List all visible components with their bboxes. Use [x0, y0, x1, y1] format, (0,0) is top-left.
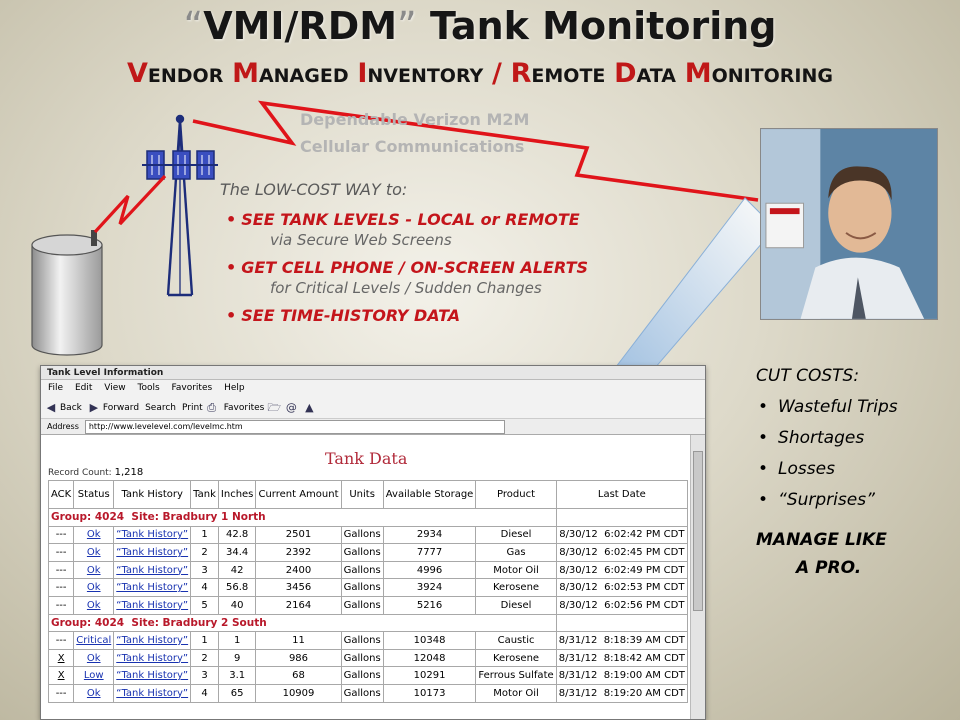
cell-storage: 12048 [383, 649, 476, 667]
table-row [49, 579, 688, 597]
tank-history-link[interactable]: “Tank History” [116, 687, 189, 699]
cellular-comm-caption [300, 106, 529, 160]
cell-units: Gallons [341, 579, 383, 597]
cell-tank: 1 [191, 632, 219, 650]
cell-ack: --- [49, 632, 74, 650]
column-header[interactable]: Available Storage [383, 481, 476, 509]
cell-date: 8/30/12 6:02:56 PM CDT [556, 596, 687, 614]
cut-costs-item: • “Surprises” [756, 485, 956, 516]
status-link[interactable]: Ok [86, 564, 101, 576]
cell-history [114, 649, 191, 667]
cut-costs-item: • Wasteful Trips [756, 392, 956, 423]
back-label: Back [60, 402, 82, 413]
cell-status [74, 579, 114, 597]
cell-product: Diesel [476, 596, 556, 614]
cell-product: Caustic [476, 632, 556, 650]
address-bar [41, 419, 705, 435]
group-spacer [556, 614, 687, 632]
address-input[interactable]: http://www.levelevel.com/levelmc.htm [85, 420, 505, 434]
cell-ack [49, 667, 74, 685]
forward-button[interactable] [88, 397, 139, 419]
cell-amount: 11 [256, 632, 341, 650]
record-count-label: Record Count: [48, 468, 112, 478]
forward-arrow-icon: ▶ [89, 400, 99, 414]
cell-storage: 10291 [383, 667, 476, 685]
cell-inches: 9 [218, 649, 256, 667]
mail-icon[interactable]: @ [285, 400, 297, 414]
feature-heading: • SEE TANK LEVELS - LOCAL or REMOTE [226, 210, 686, 230]
status-link[interactable]: Low [83, 670, 104, 682]
cell-units: Gallons [341, 544, 383, 562]
ack-link[interactable]: X [57, 652, 65, 664]
subtitle-word: MANAGED [232, 58, 349, 89]
search-label: Search [145, 402, 176, 413]
menu-favorites[interactable]: Favorites [171, 383, 213, 393]
table-row [49, 649, 688, 667]
cell-ack: --- [49, 684, 74, 702]
slide-title: “VMI/RDM” Tank Monitoring [183, 4, 777, 48]
cell-storage: 4996 [383, 561, 476, 579]
tank-history-link[interactable]: “Tank History” [116, 529, 189, 541]
cell-tank: 3 [191, 667, 219, 685]
tank-data-table [48, 480, 688, 703]
signal-bolt-tank [95, 176, 165, 232]
forward-label: Forward [102, 402, 140, 413]
cell-inches: 1 [218, 632, 256, 650]
table-row [49, 561, 688, 579]
cell-history [114, 596, 191, 614]
tank-history-link[interactable]: “Tank History” [116, 564, 189, 576]
subtitle-word: DATA [614, 58, 676, 89]
subtitle-word: / [492, 58, 502, 89]
subtitle-word: VENDOR [127, 58, 224, 89]
cell-history [114, 561, 191, 579]
cell-status [74, 561, 114, 579]
browser-toolbar [41, 397, 705, 419]
cell-tank: 3 [191, 561, 219, 579]
cell-history [114, 667, 191, 685]
feature-heading: • GET CELL PHONE / ON-SCREEN ALERTS [226, 258, 686, 278]
back-arrow-icon: ◀ [46, 400, 56, 414]
cell-history [114, 684, 191, 702]
cell-date: 8/31/12 8:18:39 AM CDT [556, 632, 687, 650]
cell-status [74, 544, 114, 562]
cell-product: Diesel [476, 526, 556, 544]
cut-costs-panel [756, 366, 956, 582]
favorites-button[interactable] [224, 397, 280, 419]
table-row [49, 544, 688, 562]
cell-product: Gas [476, 544, 556, 562]
cell-storage: 5216 [383, 596, 476, 614]
cell-storage: 2934 [383, 526, 476, 544]
column-header[interactable]: Tank History [114, 481, 191, 509]
cell-tank: 4 [191, 579, 219, 597]
storage-tank-icon [32, 230, 102, 355]
cell-product: Kerosene [476, 579, 556, 597]
cell-amount: 2501 [256, 526, 341, 544]
cell-tank: 5 [191, 596, 219, 614]
column-header[interactable]: Status [74, 481, 114, 509]
cell-status [74, 596, 114, 614]
column-header[interactable]: Tank [191, 481, 219, 509]
cell-ack: --- [49, 561, 74, 579]
comm-line-2: Cellular Communications [300, 137, 525, 156]
cell-ack: --- [49, 526, 74, 544]
menu-file[interactable]: File [48, 383, 64, 393]
cell-tank: 4 [191, 684, 219, 702]
table-row [49, 596, 688, 614]
back-button[interactable] [45, 397, 82, 419]
column-header[interactable]: Units [341, 481, 383, 509]
cell-history [114, 544, 191, 562]
tank-history-link[interactable]: “Tank History” [116, 634, 189, 646]
status-link[interactable]: Ok [86, 687, 101, 699]
status-link[interactable]: Ok [86, 546, 101, 558]
browser-window [40, 365, 706, 720]
cell-ack: --- [49, 579, 74, 597]
cell-date: 8/31/12 8:18:42 AM CDT [556, 649, 687, 667]
tank-history-link[interactable]: “Tank History” [116, 652, 189, 664]
browser-content [41, 435, 705, 720]
manage-like-a-pro [756, 526, 956, 582]
cell-amount: 2164 [256, 596, 341, 614]
tank-history-link[interactable]: “Tank History” [116, 599, 189, 611]
feature-bullet [226, 306, 686, 326]
group-label: Group: 4024 Site: Bradbury 1 North [49, 509, 557, 527]
cell-product: Ferrous Sulfate [476, 667, 556, 685]
cell-units: Gallons [341, 684, 383, 702]
cell-history [114, 632, 191, 650]
cell-tank: 2 [191, 649, 219, 667]
cell-product: Motor Oil [476, 684, 556, 702]
ack-link[interactable]: X [57, 670, 65, 682]
cell-history [114, 579, 191, 597]
record-count [48, 467, 143, 478]
feature-detail: for Critical Levels / Sudden Changes [270, 279, 542, 297]
cell-units: Gallons [341, 526, 383, 544]
feature-heading: • SEE TIME-HISTORY DATA [226, 306, 686, 326]
status-link[interactable]: Ok [86, 599, 101, 611]
cell-storage: 7777 [383, 544, 476, 562]
table-row [49, 684, 688, 702]
manage-line-1: MANAGE LIKE [756, 530, 887, 550]
subtitle-word: INVENTORY [357, 58, 484, 89]
browser-menu-bar [41, 380, 705, 397]
record-count-value: 1,218 [114, 467, 144, 478]
column-header[interactable]: Last Date [556, 481, 687, 509]
browser-title-bar: Tank Level Information [41, 366, 705, 380]
cell-units: Gallons [341, 561, 383, 579]
cell-date: 8/30/12 6:02:45 PM CDT [556, 544, 687, 562]
cell-inches: 42.8 [218, 526, 256, 544]
column-header[interactable]: Current Amount [256, 481, 341, 509]
table-row [49, 632, 688, 650]
cell-tank: 2 [191, 544, 219, 562]
cell-status [74, 684, 114, 702]
cell-inches: 42 [218, 561, 256, 579]
cell-ack: --- [49, 544, 74, 562]
vertical-scrollbar[interactable] [690, 435, 705, 720]
cell-status [74, 526, 114, 544]
business-man-photo [760, 128, 938, 320]
status-link[interactable]: Critical [76, 634, 112, 646]
feature-bullet [226, 210, 686, 250]
cell-inches: 56.8 [218, 579, 256, 597]
print-button[interactable] [182, 397, 218, 419]
cell-ack: --- [49, 596, 74, 614]
menu-tools[interactable]: Tools [137, 383, 160, 393]
cell-history [114, 526, 191, 544]
table-row [49, 526, 688, 544]
cell-date: 8/31/12 8:19:20 AM CDT [556, 684, 687, 702]
lowcost-heading: The LOW-COST WAY to: [220, 180, 408, 199]
column-header[interactable]: ACK [49, 481, 74, 509]
up-arrow-icon[interactable]: ▲ [305, 400, 314, 414]
cell-units: Gallons [341, 632, 383, 650]
cut-costs-item: • Shortages [756, 423, 956, 454]
table-header-row [49, 481, 688, 509]
cell-storage: 3924 [383, 579, 476, 597]
table-row [49, 667, 688, 685]
cell-product: Motor Oil [476, 561, 556, 579]
cell-inches: 34.4 [218, 544, 256, 562]
cut-costs-title: CUT COSTS: [756, 366, 860, 386]
cell-amount: 68 [256, 667, 341, 685]
cell-storage: 10348 [383, 632, 476, 650]
cell-amount: 3456 [256, 579, 341, 597]
cell-product: Kerosene [476, 649, 556, 667]
status-link[interactable]: Ok [86, 652, 101, 664]
cell-status [74, 649, 114, 667]
group-label: Group: 4024 Site: Bradbury 2 South [49, 614, 557, 632]
cell-inches: 3.1 [218, 667, 256, 685]
cell-tower-icon [142, 116, 218, 295]
group-row [49, 614, 688, 632]
cell-amount: 986 [256, 649, 341, 667]
manage-line-2: A PRO. [796, 558, 862, 578]
group-spacer [556, 509, 687, 527]
cell-storage: 10173 [383, 684, 476, 702]
feature-bullets [226, 210, 686, 334]
cell-ack [49, 649, 74, 667]
cell-units: Gallons [341, 667, 383, 685]
favorites-label: Favorites [223, 402, 265, 413]
feature-bullet [226, 258, 686, 298]
comm-line-1: Dependable Verizon M2M [300, 110, 530, 129]
cell-date: 8/30/12 6:02:49 PM CDT [556, 561, 687, 579]
cell-date: 8/31/12 8:19:00 AM CDT [556, 667, 687, 685]
search-button[interactable] [145, 397, 176, 419]
menu-view[interactable]: View [104, 383, 126, 393]
cell-date: 8/30/12 6:02:53 PM CDT [556, 579, 687, 597]
menu-edit[interactable]: Edit [74, 383, 93, 393]
printer-icon: ⎙ [207, 400, 217, 414]
address-label: Address [47, 422, 79, 431]
print-label: Print [181, 402, 203, 413]
tank-history-link[interactable]: “Tank History” [116, 582, 189, 594]
subtitle-word: REMOTE [510, 58, 606, 89]
cell-units: Gallons [341, 596, 383, 614]
cell-inches: 40 [218, 596, 256, 614]
cell-amount: 2400 [256, 561, 341, 579]
cell-units: Gallons [341, 649, 383, 667]
table-body [49, 509, 688, 703]
group-row [49, 509, 688, 527]
subtitle-word: MONITORING [684, 58, 833, 89]
cell-inches: 65 [218, 684, 256, 702]
status-link[interactable]: Ok [86, 582, 101, 594]
feature-detail: via Secure Web Screens [270, 231, 452, 249]
tank-history-link[interactable]: “Tank History” [116, 670, 189, 682]
scrollbar-thumb[interactable] [693, 451, 703, 611]
cell-date: 8/30/12 6:02:42 PM CDT [556, 526, 687, 544]
status-link[interactable]: Ok [86, 529, 101, 541]
page-title: Tank Data [325, 449, 408, 468]
cell-status [74, 667, 114, 685]
cell-status [74, 632, 114, 650]
menu-help[interactable]: Help [224, 383, 245, 393]
cell-amount: 10909 [256, 684, 341, 702]
folder-icon: 🗁 [267, 400, 281, 414]
column-header[interactable]: Product [476, 481, 556, 509]
cell-amount: 2392 [256, 544, 341, 562]
column-header[interactable]: Inches [218, 481, 256, 509]
tank-history-link[interactable]: “Tank History” [116, 546, 189, 558]
cell-tank: 1 [191, 526, 219, 544]
cut-costs-item: • Losses [756, 454, 956, 485]
